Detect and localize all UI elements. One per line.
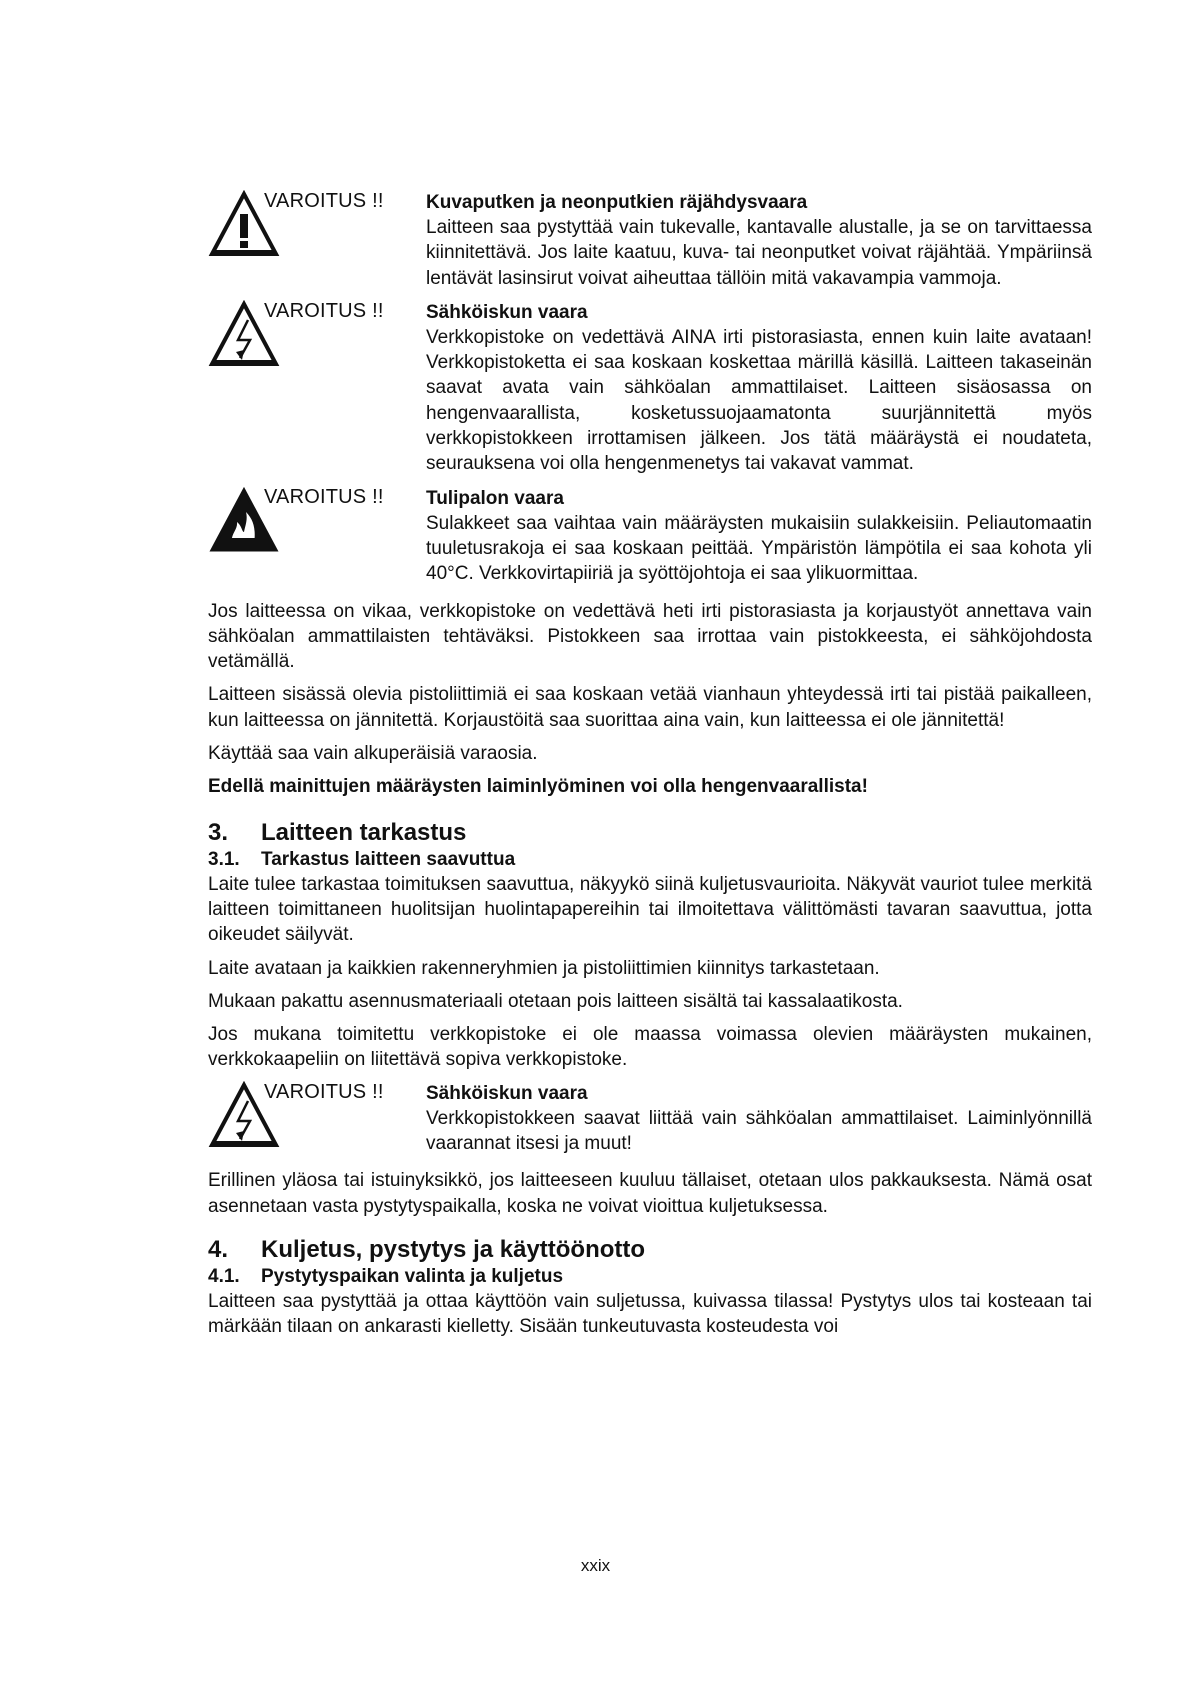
warning-label: VAROITUS !! — [264, 485, 384, 508]
page-content — [208, 190, 1092, 1348]
section-title: Kuljetus, pystytys ja käyttöönotto — [261, 1235, 646, 1263]
bold-warning: Edellä mainittujen määräysten laiminlyöminen voi olla hengenvaarallista! — [208, 776, 868, 798]
paragraph: Laitteen saa pystyttää ja ottaa käyttöön vain suljetussa, kuivassa tilassa! Pystytys ulos tai kosteaan tai märkään tilaan on ankarasti kielletty. Sisään tunkeutuvasta kosteudesta voi — [208, 1290, 1092, 1338]
warning-title: Tulipalon vaara — [426, 487, 564, 509]
paragraph: Käyttää saa vain alkuperäisiä varaosia. — [208, 743, 538, 765]
paragraph: Laite tulee tarkastaa toimituksen saavuttua, näkyykö siinä kuljetusvaurioita. Näkyvät vauriot tulee merkitä laitteen toimittaneen huolitsijan huolintapapereihin tai ilmoitettava välittömästi tavaran saavuttua, jotta oikeudet säilyvät. — [208, 873, 1092, 946]
paragraph: Laitteen sisässä olevia pistoliittimiä ei saa koskaan vetää vianhaun yhteydessä irti tai pistää paikalleen, kun laitteessa on jännitettä. Korjaustöitä saa suorittaa aina vain, kun laitteessa ei ole jännitettä! — [208, 684, 1092, 731]
warning-title: Sähköiskun vaara — [426, 301, 588, 323]
warning-text: Verkkopistoke on vedettävä AINA irti pistorasiasta, ennen kuin laite avataan! Verkkopistoketta ei saa koskaan koskettaa märillä käsillä. Laitteen takaseinän saavat avata vain sähköalan ammattilaiset. Laitteen sisäosassa on hengenvaarallista, kosketussuojaamatonta suurjännitettä myös verkkopistokkeen irrottamisen jälkeen. Jos tätä määräystä ei noudateta, seurauksena voi olla hengenmenetys tai vakavat vammat. — [426, 326, 1092, 475]
paragraph: Jos mukana toimitettu verkkopistoke ei ole maassa voimassa olevien määräysten mukainen, verkkokaapeliin on liitettävä sopiva verkkopistoke. — [208, 1024, 1092, 1071]
paragraph: Mukaan pakattu asennusmateriaali otetaan pois laitteen sisältä tai kassalaatikosta. — [208, 990, 903, 1012]
warning-text: Sulakkeet saa vaihtaa vain määräysten mukaisiin sulakkeisiin. Peliautomaatin tuuletusrakoja ei saa koskaan peittää. Ympäristön lämpötila ei saa kohota yli 40°C. Verkkovirtapiiriä ja syöttöjohtoja ei saa ylikuormittaa. — [426, 512, 1092, 585]
subsection-title: Tarkastus laitteen saavuttua — [261, 848, 516, 870]
warning-fire — [208, 486, 1092, 587]
section-number: 3. — [208, 818, 229, 846]
warning-label: VAROITUS !! — [264, 190, 384, 212]
subsection-number: 3.1. — [208, 848, 240, 870]
paragraph: Erillinen yläosa tai istuinyksikkö, jos laitteeseen kuuluu tällaiset, otetaan ulos pakkauksesta. Nämä osat asennetaan vasta pystytyspaikalla, koska ne voivat vioittua kuljetuksessa. — [208, 1170, 1092, 1217]
warning-text: Laitteen saa pystyttää vain tukevalle, kantavalle alustalle, ja se on tarvittaessa kiinnitettävä. Jos laite kaatuu, kuva- tai neonputket voivat räjähtää. Ympäriinsä lentävät lasinsirut voivat aiheuttaa tällöin mitä vakavampia vammoja. — [426, 217, 1092, 289]
paragraph: Jos laitteessa on vikaa, verkkopistoke on vedettävä heti irti pistorasiasta ja korjaustyöt annettava vain sähköalan ammattilaisten tehtäväksi. Pistokkeen saa irrottaa vain pistokkeesta, ei sähköjohdosta vetämällä. — [208, 600, 1092, 673]
section-title: Laitteen tarkastus — [261, 818, 467, 846]
section-number: 4. — [208, 1235, 229, 1263]
section-3-heading — [208, 818, 1092, 848]
subsection-number: 4.1. — [208, 1265, 240, 1287]
warning-explosion — [208, 190, 1092, 291]
warning-title: Sähköiskun vaara — [426, 1082, 588, 1104]
warning-electric-shock — [208, 300, 1092, 477]
subsection-4-1-heading — [208, 1265, 1092, 1289]
page-number: xxix — [580, 1556, 611, 1575]
warning-label: VAROITUS !! — [264, 299, 384, 322]
paragraph: Laite avataan ja kaikkien rakenneryhmien ja pistoliittimien kiinnitys tarkastetaan. — [208, 957, 880, 979]
warning-label: VAROITUS !! — [264, 1080, 384, 1103]
section-4-heading — [208, 1235, 1092, 1265]
warning-title: Kuvaputken ja neonputkien räjähdysvaara — [426, 192, 808, 213]
subsection-title: Pystytyspaikan valinta ja kuljetus — [261, 1265, 564, 1287]
warning-electric-shock-2 — [208, 1081, 1092, 1157]
subsection-3-1-heading — [208, 848, 1092, 872]
warning-text: Verkkopistokkeen saavat liittää vain sähköalan ammattilaiset. Laiminlyönnillä vaarannat itsesi ja muut! — [426, 1107, 1092, 1155]
